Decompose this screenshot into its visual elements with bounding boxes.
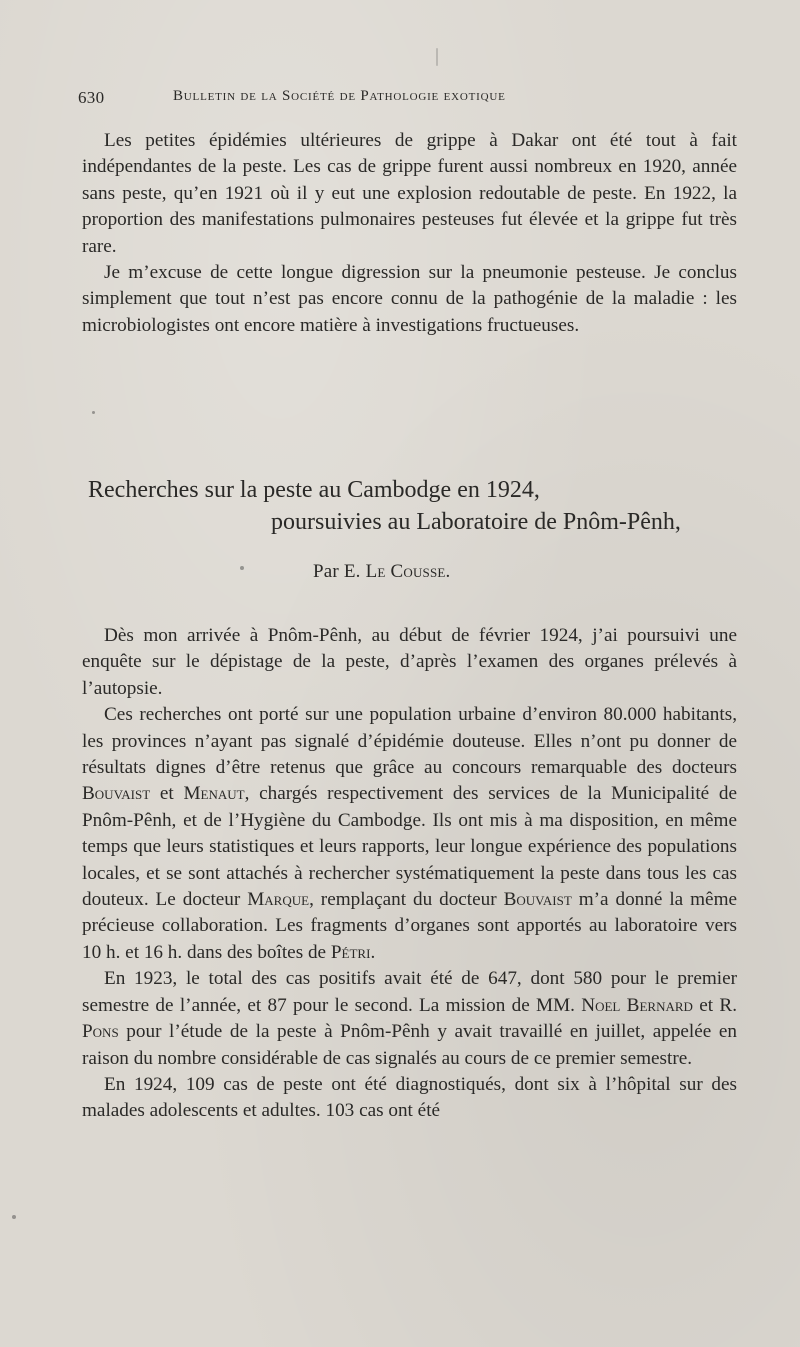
page-header [78, 88, 758, 112]
person-name: Noel Bernard [581, 994, 693, 1016]
paragraph: Dès mon arrivée à Pnôm-Pênh, au début de février 1924, j’ai poursuivi une enquête sur le dépistage de la peste, d’après l’examen des organes prélevés à l’autopsie. [82, 625, 737, 699]
person-name: R. Pons [82, 994, 737, 1043]
paragraph-text: pour l’étude de la peste à Pnôm-Pênh y avait travaillé en juillet, appelée en raison du nombre considérable de cas signalés au cours de ce premier semestre. [82, 1021, 737, 1069]
article-title [88, 475, 748, 538]
paragraph-text: . [370, 941, 376, 963]
paragraph-text: , chargés respectivement des services de la Municipalité de Pnôm-Pênh, et de l’Hygiène du Cambodge. Ils ont mis à ma disposition, en même temps que leurs statistiques et leurs rapports, leur longue expérience des populations locales, et se sont attachés à rechercher systématiquement la peste dans tous les cas douteux. Le docteur [82, 783, 737, 911]
article-byline [313, 561, 451, 583]
article-body [82, 623, 737, 1125]
print-speck [240, 566, 244, 570]
previous-article-conclusion [82, 128, 737, 339]
article-title-line: Recherches sur la peste au Cambodge en 1924, [88, 477, 540, 503]
print-speck [436, 48, 438, 66]
byline-suffix: . [445, 561, 451, 582]
paragraph-text: En 1923, le total des cas positifs avait été de 647, dont 580 pour le premier semestre de l’année, et 87 pour le second. La mission de MM. [82, 968, 737, 1016]
paragraph [82, 966, 737, 1072]
person-name: Bouvaist [82, 783, 151, 805]
running-title: Bulletin de la Société de Pathologie exotique [173, 88, 506, 104]
paragraph-text: , remplaçant du docteur [309, 889, 504, 911]
page-number: 630 [78, 88, 105, 107]
person-name: Marque [247, 889, 310, 911]
paragraph-text: et [692, 994, 720, 1016]
person-name: Pétri [330, 941, 371, 963]
article-title-line: poursuivies au Laboratoire de Pnôm-Pênh, [271, 509, 681, 535]
author-name: Le Cousse [365, 561, 446, 582]
paragraph-text: et [150, 783, 184, 805]
person-name: Bouvaist [503, 889, 572, 911]
paragraph: En 1924, 109 cas de peste ont été diagnostiqués, dont six à l’hôpital sur des malades adolescents et adultes. 103 cas ont été [82, 1073, 737, 1122]
print-speck [12, 1215, 16, 1219]
paragraph [82, 702, 737, 966]
print-speck [92, 411, 95, 414]
byline-prefix: Par E. [313, 561, 366, 582]
person-name: Menaut [183, 783, 245, 805]
paragraph: Les petites épidémies ultérieures de grippe à Dakar ont été tout à fait indépendantes de la peste. Les cas de grippe furent aussi nombreux en 1920, année sans peste, qu’en 1921 où il y eut une explosion redoutable de peste. En 1922, la proportion des manifestations pulmonaires pesteuses fut élevée et la grippe fut très rare. [82, 130, 737, 257]
paragraph-text: m’a donné la même précieuse collaboration. Les fragments d’organes sont apportés au laboratoire vers 10 h. et 16 h. dans des boîtes de [82, 889, 738, 963]
paragraph: Je m’excuse de cette longue digression sur la pneumonie pesteuse. Je conclus simplement que tout n’est pas encore connu de la pathogénie de la maladie : les microbiologistes ont encore matière à investigations fructueuses. [82, 262, 737, 336]
paragraph-text: Ces recherches ont porté sur une population urbaine d’environ 80.000 habitants, les provinces n’ayant pas signalé d’épidémie douteuse. Elles n’ont pu donner de résultats dignes d’être retenus que grâce au concours remarquable des docteurs [82, 704, 737, 779]
